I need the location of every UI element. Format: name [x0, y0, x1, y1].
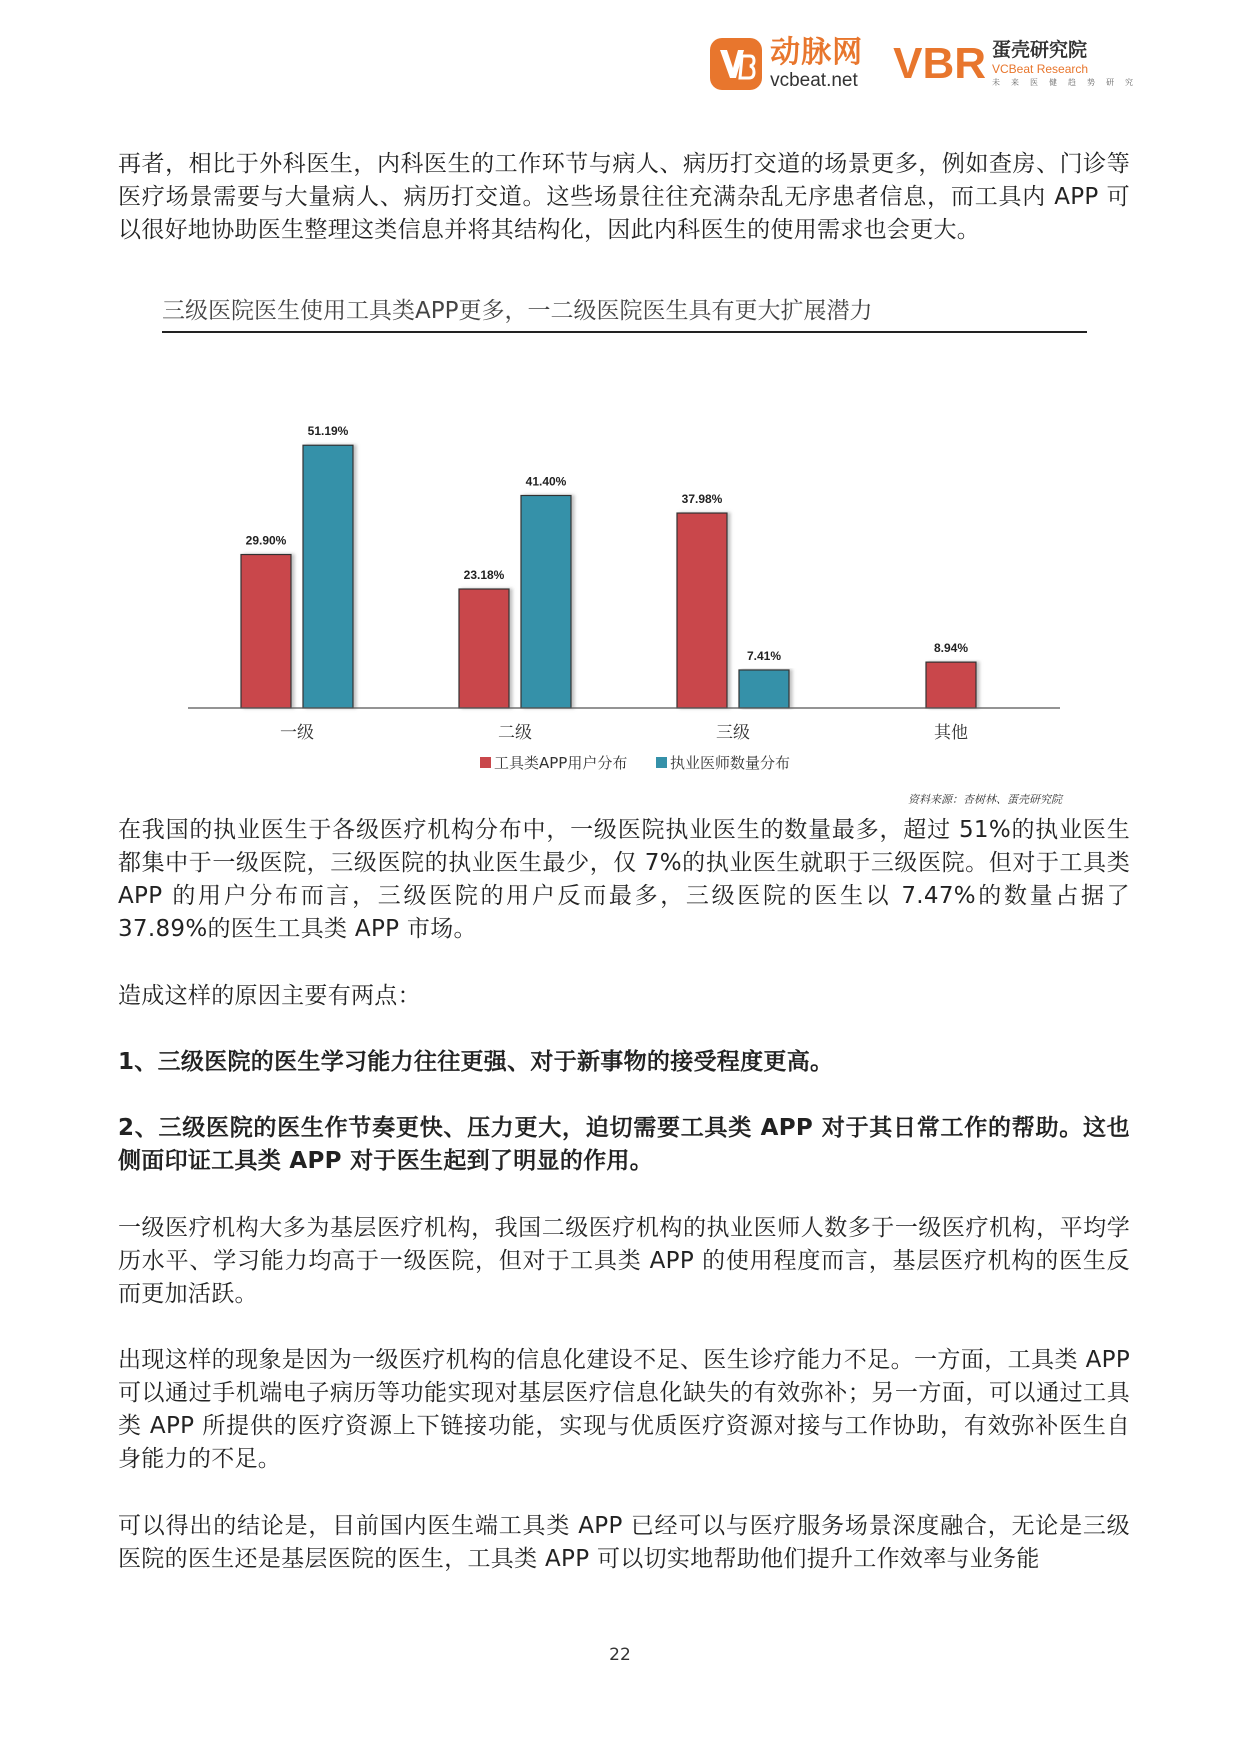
paragraph-1-block: [118, 148, 1130, 247]
page-header: [710, 34, 1144, 94]
paragraph-2: 在我国的执业医生于各级医疗机构分布中，一级医院执业医生的数量最多，超过 51%的执业医生都集中于一级医院，三级医院的执业医生最少，仅 7%的执业医生就职于三级医院。但对于工具类 APP 的用户分布而言，三级医院的用户反而最多，三级医院的医生以 7.47%的数量占据了 37.89%的医生工具类 APP 市场。: [118, 817, 1130, 942]
bar-app-users-3: [926, 662, 976, 708]
x-tick-label: 其他: [934, 723, 968, 743]
data-label: 7.41%: [746, 648, 782, 663]
chart-source: 资料来源：杏树林、蛋壳研究院: [908, 793, 1062, 806]
vbr-logo-cn: 蛋壳研究院: [992, 39, 1088, 61]
paragraph-1: 再者，相比于外科医生，内科医生的工作环节与病人、病历打交道的场景更多，例如查房、门诊等医疗场景需要与大量病人、病历打交道。这些场景往往充满杂乱无序患者信息，而工具内 APP 可以很好地协助医生整理这类信息并将其结构化，因此内科医生的使用需求也会更大。: [118, 151, 1130, 243]
paragraph-4: 1、三级医院的医生学习能力往往更强、对于新事物的接受程度更高。: [118, 1049, 834, 1075]
paragraph-8: 可以得出的结论是，目前国内医生端工具类 APP 已经可以与医疗服务场景深度融合，无论是三级医院的医生还是基层医院的医生，工具类 APP 可以切实地帮助他们提升工作效率与业务能: [118, 1513, 1130, 1572]
data-label: 41.40%: [525, 474, 567, 489]
data-label: 51.19%: [307, 424, 349, 439]
bar-app-users-0: [241, 555, 291, 708]
vbr-logo-slogan: 未来医健趋势研究: [992, 78, 1144, 87]
data-label: 37.98%: [681, 492, 723, 507]
x-tick-label: 二级: [498, 723, 532, 743]
legend-swatch: [480, 757, 491, 768]
vcbeat-research-logo: [893, 41, 1144, 87]
paragraph-3: 造成这样的原因主要有两点：: [118, 983, 421, 1009]
vcbeat-logo-en: vcbeat.net: [770, 70, 858, 91]
chart-title-rule: [162, 331, 1087, 333]
vcbeat-logo-cn: 动脉网: [770, 35, 864, 70]
page-number: 22: [609, 1645, 631, 1665]
paragraph-4-block: [118, 1046, 1130, 1079]
paragraph-7: 出现这样的现象是因为一级医疗机构的信息化建设不足、医生诊疗能力不足。一方面，工具类 APP 可以通过手机端电子病历等功能实现对基层医疗信息化缺失的有效弥补；另一方面，可以通过工具类 APP 所提供的医疗资源上下链接功能，实现与优质医疗资源对接与工作协助，有效弥补医生自身能力的不足。: [118, 1347, 1130, 1472]
data-label: 23.18%: [463, 568, 505, 583]
vcbeat-logo-icon: [710, 38, 762, 90]
bar-physicians-0: [303, 445, 353, 708]
vbr-logo-en: VCBeat Research: [992, 62, 1089, 76]
paragraph-2-block: [118, 814, 1130, 946]
bar-physicians-1: [521, 495, 571, 708]
x-tick-label: 三级: [716, 723, 750, 743]
legend-entry: 执业医师数量分布: [670, 754, 791, 772]
vbr-mark-text: VBR: [893, 39, 986, 88]
data-label: 8.94%: [933, 641, 969, 656]
bar-chart: [150, 370, 1070, 790]
paragraph-8-block: [118, 1510, 1130, 1576]
vcbeat-logo: [710, 35, 864, 91]
paragraph-5: 2、三级医院的医生作节奏更快、压力更大，迫切需要工具类 APP 对于其日常工作的帮助。这也侧面印证工具类 APP 对于医生起到了明显的作用。: [118, 1115, 1130, 1174]
paragraph-6-block: [118, 1212, 1130, 1311]
chart-title: 三级医院医生使用工具类APP更多，一二级医院医生具有更大扩展潜力: [162, 298, 873, 324]
legend-swatch: [656, 757, 667, 768]
bar-app-users-1: [459, 589, 509, 708]
paragraph-5-block: [118, 1112, 1130, 1178]
legend-entry: 工具类APP用户分布: [494, 754, 628, 772]
vbr-logo-mark: [893, 39, 986, 88]
data-label: 29.90%: [245, 533, 287, 548]
bar-app-users-2: [677, 513, 727, 708]
paragraph-7-block: [118, 1344, 1130, 1476]
paragraph-3-block: [118, 980, 1130, 1013]
bar-physicians-2: [739, 670, 789, 708]
paragraph-6: 一级医疗机构大多为基层医疗机构，我国二级医疗机构的执业医师人数多于一级医疗机构，平均学历水平、学习能力均高于一级医院，但对于工具类 APP 的使用程度而言，基层医疗机构的医生反而更加活跃。: [118, 1215, 1130, 1307]
x-tick-label: 一级: [280, 723, 314, 743]
